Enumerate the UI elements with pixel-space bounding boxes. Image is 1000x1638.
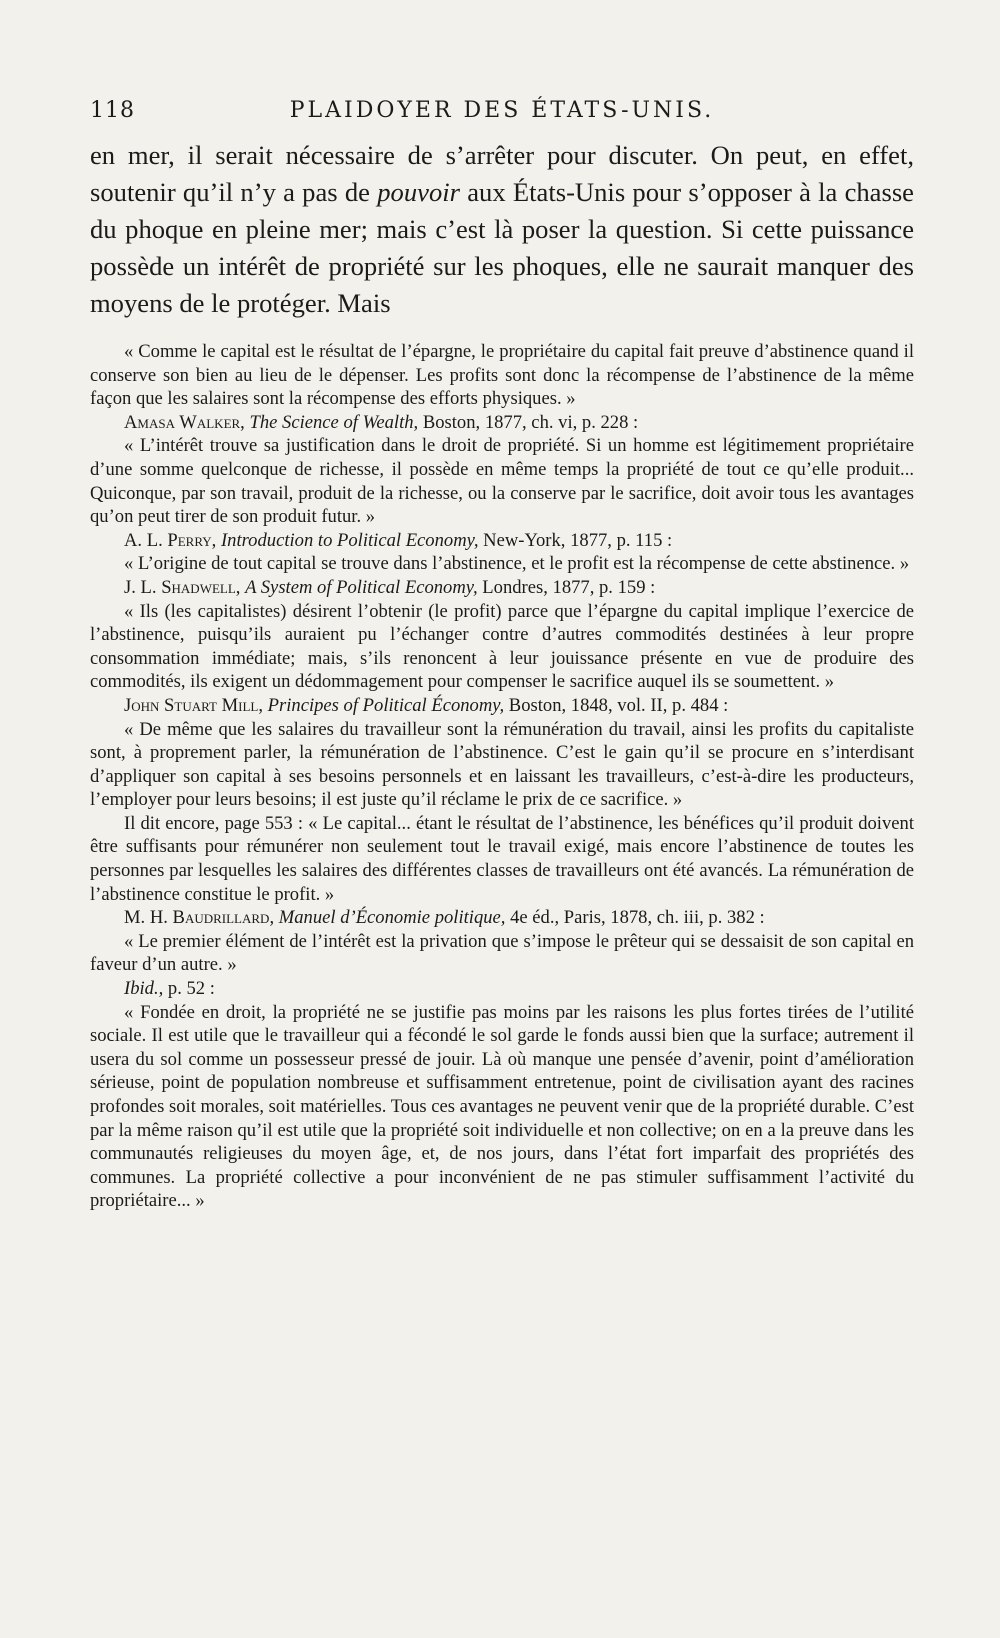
quote-shadwell: « Ils (les capitalistes) désirent l’obtenir (le profit) parce que l’épargne du capital implique l’exercice de l’abstinence, puisqu’ils auraient pu l’échanger contre d’autres commodités destinées à leur propre consommation immédiate; mais, s’ils renoncent à leur jouissance présente en vue de produire des commodités, ils exigent un dédommagement pour compenser le sacrifice auquel ils se soumettent. » — [90, 600, 914, 693]
citation-details: New-York, 1877, p. 115 : — [478, 529, 673, 551]
citation-ibid-label: Ibid., — [124, 978, 164, 1000]
page-number: 118 — [90, 98, 135, 123]
citation-baudrillard — [90, 906, 914, 930]
main-text-part-2: aux États-Unis pour s’opposer à la chasse du phoque en pleine mer; mais c’est là poser la question. Si cette puissance possède un intérêt de propriété sur les phoques, elle ne saurait manquer des moyens de le protéger. Mais — [90, 177, 914, 318]
citation-shadwell — [90, 576, 914, 600]
citation-author: M. H. Baudrillard, — [124, 907, 275, 929]
citation-title: Principes of Political Économy, — [267, 694, 505, 716]
citation-details: 4e éd., Paris, 1878, ch. iii, p. 382 : — [505, 907, 765, 929]
citation-details: p. 52 : — [163, 978, 215, 1000]
quotation-notes — [90, 340, 914, 1213]
page-header — [90, 98, 914, 123]
quote-walker-1: « Comme le capital est le résultat de l’épargne, le propriétaire du capital fait preuve d’abstinence quand il conserve son bien au lieu de le dépenser. Les profits sont donc la récompense de l’abstinence de la même façon que les salaires sont la récompense des efforts physiques. » — [90, 341, 914, 410]
quote-mill-2: Il dit encore, page 553 : « Le capital... étant le résultat de l’abstinence, les bénéfices qu’il produit doivent être suffisants pour rémunérer non seulement tout le travail exigé, mais encore l’abstinence de toutes les personnes par lesquelles les salaires des différentes classes de travailleurs ont été avancés. La rémunération de l’abstinence constitue le profit. » — [90, 812, 914, 905]
citation-details: Boston, 1848, vol. II, p. 484 : — [504, 694, 729, 716]
citation-ibid — [90, 977, 914, 1001]
main-text-part-1: en mer, il serait nécessaire de s’arrêter pour discuter. On peut, en effet, soutenir qu’il n’y a pas de — [90, 140, 914, 207]
citation-details: Boston, 1877, ch. vi, p. 228 : — [418, 411, 639, 433]
citation-author: J. L. Shadwell, — [124, 576, 241, 598]
quote-walker-2: « L’intérêt trouve sa justification dans le droit de propriété. Si un homme est légitimement propriétaire d’une somme quelconque de richesse, il possède en même temps la propriété de tout ce qu’elle produit... Quiconque, par son travail, produit de la richesse, ou la conserve par le sacrifice, doit avoir tous les avantages qu’on peut tirer de son produit futur. » — [90, 435, 914, 528]
citation-perry — [90, 529, 914, 553]
citation-title: A System of Political Economy, — [245, 576, 478, 598]
citation-author: Amasa Walker, — [124, 411, 245, 433]
quote-mill-1: « De même que les salaires du travailleur sont la rémunération du travail, ainsi les profits du capitaliste sont, à proprement parler, la rémunération de l’abstinence. C’est le gain qu’il se procure en s’interdisant d’appliquer son capital à ses besoins personnels et en laissant les travailleurs, c’est-à-dire les producteurs, l’employer pour leurs besoins; il est juste qu’il réclame le prix de ce sacrifice. » — [90, 718, 914, 811]
running-title: PLAIDOYER DES ÉTATS-UNIS. — [289, 98, 715, 123]
main-paragraph — [90, 137, 914, 322]
quote-baudrillard-1: « Le premier élément de l’intérêt est la privation que s’impose le prêteur qui se dessaisit de son capital en faveur d’un autre. » — [90, 930, 914, 976]
main-text-emphasis: pouvoir — [377, 177, 460, 207]
quote-baudrillard-2: « Fondée en droit, la propriété ne se justifie pas moins par les raisons les plus fortes tirées de l’utilité sociale. Il est utile que le travailleur qui a fécondé le sol garde le fonds aussi bien que la surface; autrement il usera du sol comme un possesseur pressé de jouir. Là où manque une pensée d’avenir, point d’amélioration sérieuse, point de population nombreuse et suffisamment entretenue, point de civilisation ayant des racines profondes soit morales, soit matérielles. Tous ces avantages ne peuvent venir que de la propriété durable. C’est par la même raison qu’il est utile que la propriété soit individuelle et non collective; on en a la preuve dans les communautés religieuses du moyen âge, et, de nos jours, dans l’état fort imparfait des propriétés des communes. La propriété collective a pour inconvénient de ne pas stimuler suffisamment l’activité du propriétaire... » — [90, 1001, 914, 1212]
quote-perry: « L’origine de tout capital se trouve dans l’abstinence, et le profit est la récompense de cette abstinence. » — [124, 553, 910, 575]
citation-author: A. L. Perry, — [124, 529, 217, 551]
citation-title: Manuel d’Économie politique, — [278, 907, 506, 929]
citation-title: The Science of Wealth, — [249, 411, 419, 433]
citation-author: John Stuart Mill, — [124, 694, 263, 716]
citation-details: Londres, 1877, p. 159 : — [477, 576, 656, 598]
citation-title: Introduction to Political Economy, — [220, 529, 479, 551]
citation-mill — [90, 694, 914, 718]
citation-walker — [90, 411, 914, 435]
